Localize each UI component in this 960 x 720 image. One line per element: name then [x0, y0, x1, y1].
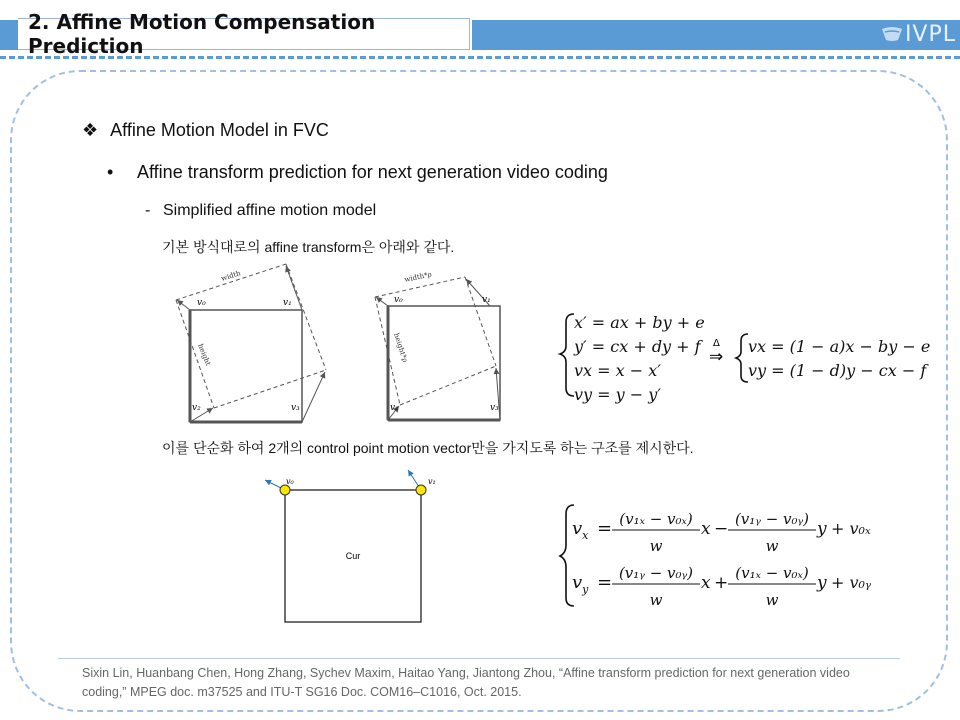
reference-block: [388, 306, 500, 420]
row2-op: +: [714, 573, 729, 593]
transformed-block: [176, 264, 326, 408]
row2-var2: y: [817, 573, 827, 593]
header-accent-bar: [0, 20, 18, 50]
left-brace: [560, 314, 574, 396]
logo-text: IVPL: [904, 21, 956, 47]
row1-op: −: [714, 519, 729, 539]
row2-equals: =: [597, 572, 613, 593]
row1-frac2-den: w: [765, 537, 779, 555]
row2-var1: x: [701, 573, 711, 593]
row2-tail: + v₀ᵧ: [831, 573, 871, 592]
outline-level3: [145, 202, 376, 220]
eq-x-prime: x′ = ax + by + e: [574, 313, 705, 332]
eq-y-prime: y′ = cx + dy + f: [574, 337, 701, 356]
eq-vy: vy = y − y′: [574, 385, 661, 404]
v2-label: v₂: [390, 403, 399, 413]
v1-label: v₁: [283, 298, 292, 308]
ivpl-logo: [881, 20, 956, 48]
row1-lhs: $v_x$: [572, 518, 589, 542]
row1-equals: =: [597, 518, 613, 539]
v2-label: v₂: [192, 403, 201, 413]
v3-label: v₃: [490, 403, 499, 413]
v1-label: v₁: [428, 477, 436, 486]
eq-vy-expanded: vy = (1 − d)y − cx − f: [748, 361, 927, 380]
header-divider: [0, 56, 960, 59]
width-label: width*ρ: [403, 270, 433, 284]
dot-bullet-icon: •: [107, 162, 114, 182]
outline-level1: [82, 120, 329, 141]
korean-description-1: 기본 방식대로의 affine transform은 아래와 같다.: [162, 239, 455, 255]
row2-frac2-num: (v₁ₓ − v₀ₓ): [735, 564, 809, 582]
row1-frac2-num: (v₁ᵧ − v₀ᵧ): [734, 510, 810, 528]
v0-label: v₀: [197, 298, 206, 308]
simplified-affine-equations: [555, 495, 885, 615]
control-point-diagram: [255, 465, 445, 630]
row2-frac2-den: w: [765, 591, 779, 609]
v0-label: v₀: [286, 477, 294, 486]
delta-symbol: Δ: [713, 338, 720, 349]
affine-diagram-2: [365, 260, 515, 430]
row1-frac1-den: w: [649, 537, 663, 555]
v0-label: v₀: [394, 295, 403, 305]
logo-mark-icon: [881, 26, 903, 42]
diamond-bullet-icon: ❖: [82, 120, 99, 140]
outline-level2: [107, 162, 608, 183]
reference-citation: Sixin Lin, Huanbang Chen, Hong Zhang, Sychev Maxim, Haitao Yang, Jiantong Zhou, “Affine transform prediction for next generation video coding,” MPEG doc. m37525 and ITU-T SG16 Doc. COM16–C1016, Oct. 2015.: [82, 666, 850, 699]
control-point-v1: [416, 485, 426, 495]
korean-description-2: 이를 단순화 하여 2개의 control point motion vector만을 가지도록 하는 구조를 제시한다.: [162, 440, 694, 456]
v1-label: v₁: [482, 295, 491, 305]
row1-frac1-num: (v₁ₓ − v₀ₓ): [619, 510, 693, 528]
height-label: height: [196, 342, 213, 367]
affine-equations: [555, 305, 945, 405]
outline-level2-text: Affine transform prediction for next generation video coding: [137, 162, 608, 182]
dash-bullet-icon: -: [145, 202, 151, 219]
row2-frac1-num: (v₁ᵧ − v₀ᵧ): [618, 564, 694, 582]
affine-diagram-1: [160, 260, 350, 430]
eq-vx-expanded: vx = (1 − a)x − by − e: [748, 337, 931, 356]
right-brace: [736, 334, 748, 382]
reference-block: [190, 310, 302, 422]
slide-title: 2. Affine Motion Compensation Prediction: [18, 18, 470, 50]
row2-lhs: $v_y$: [572, 572, 589, 596]
row1-var1: x: [701, 519, 711, 539]
width-label: width: [220, 269, 242, 283]
row1-var2: y: [817, 519, 827, 539]
reference-divider: [58, 658, 900, 659]
implies-arrow-icon: ⇒: [709, 347, 724, 367]
outline-level1-text: Affine Motion Model in FVC: [110, 120, 329, 140]
v3-label: v₃: [291, 403, 300, 413]
row1-tail: + v₀ₓ: [831, 519, 871, 538]
eq-vx: vx = x − x′: [574, 361, 661, 380]
outline-level3-text: Simplified affine motion model: [163, 202, 377, 219]
control-point-v0: [280, 485, 290, 495]
row2-frac1-den: w: [649, 591, 663, 609]
cur-label: Cur: [345, 551, 361, 561]
height-label: height*ρ: [392, 332, 410, 364]
